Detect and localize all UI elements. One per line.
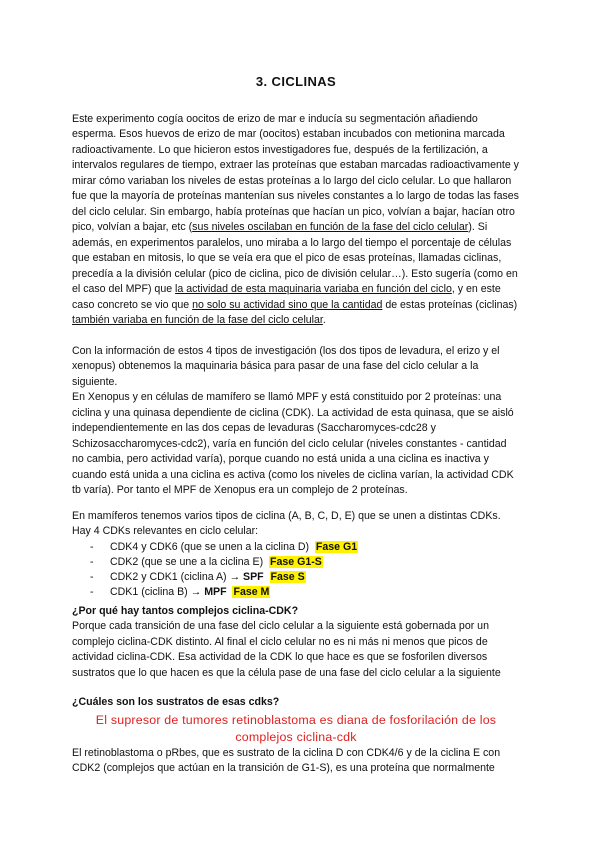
- p1-underline-phase: también variaba en función de la fase del ciclo celular: [72, 314, 323, 326]
- cdk-text: CDK1 (ciclina B): [110, 585, 188, 598]
- section-heading-substrates: ¿Cuáles son los sustratos de esas cdks?: [72, 696, 280, 708]
- list-item: [90, 585, 520, 600]
- section-heading-why-complexes: ¿Por qué hay tantos complejos ciclina-CDK?: [72, 604, 299, 617]
- paragraph-transitions: Porque cada transición de una fase del ciclo celular a la siguiente está gobernada por un complejo ciclina-CDK distinto. Al final el ciclo celular no es ni más ni menos que picos de actividad ciclina-CDK. Esa actividad de la CDK lo que hace es que se fosforilen diversos sustratos que lo que hacen es que la célula pase de una fase del ciclo celular a la siguiente: [72, 620, 501, 679]
- cdk-text: CDK4 y CDK6 (que se unen a la ciclina D): [110, 540, 310, 553]
- p1-text-2: ). Si además, en experimentos paralelos, uno miraba a lo largo del tiempo el porcentaje de células que estaban en mitosis, lo que se veía era que el pico de esas proteínas, llamadas ciclinas, precedía a la división celular (pico de ciclina, pico de división celular…). Esto sugería (como en el caso del MPF) que: [72, 221, 518, 295]
- p1-text-4: de estas proteínas (ciclinas): [382, 298, 518, 311]
- page-title: 3. CICLINAS: [255, 74, 337, 89]
- arrow-glyph: →: [187, 585, 205, 598]
- p1-underline-activity: la actividad de esta maquinaria variaba en función del ciclo: [175, 283, 452, 295]
- p1-underline-quantity: no solo su actividad sino que la cantidad: [192, 298, 383, 311]
- cdk-text: CDK2 (que se une a la ciclina E): [110, 555, 264, 568]
- spacer: [72, 329, 520, 344]
- paragraph-sea-urchin-experiment: [72, 112, 520, 329]
- spacer: [72, 681, 520, 691]
- p1-text-3: , y en este caso concreto se vio que: [72, 283, 501, 311]
- cdk-list: [72, 540, 520, 600]
- paragraph-mammal-cyclins: En mamíferos tenemos varios tipos de ciclina (A, B, C, D, E) que se unen a distintas CDKs. Hay 4 CDKs relevantes en ciclo celular:: [72, 509, 501, 537]
- red-subtitle-retinoblastoma: El supresor de tumores retinoblastoma es diana de fosforilación de los complejos ciclina-cdk: [95, 712, 497, 744]
- complex-name: SPF: [243, 570, 264, 583]
- phase-badge: Fase G1-S: [270, 555, 322, 568]
- list-item: [90, 555, 520, 570]
- p1-text-1: Este experimento cogía oocitos de erizo de mar e inducía su segmentación añadiendo esperma. Esos huevos de erizo de mar (oocitos) estaban incubados con metionina marcada radioactivamente. Lo que hicieron estos investigadores fue, después de la fertilización, a intervalos regulares de tiempo, extraer las proteínas que estaban marcadas radioactivamente y mirar cómo variaban los niveles de estas proteínas a lo largo del ciclo celular. Lo que hallaron fue que la mayoría de proteínas mantenían sus niveles constantes a lo largo de todas las fases del ciclo celular. Sin embargo, había proteínas que hacían un pico, volvían a bajar, hacían otro pico, volvían a bajar, etc (: [72, 112, 519, 233]
- arrow-glyph: →: [226, 570, 244, 583]
- paragraph-four-investigations: Con la información de estos 4 tipos de investigación (los dos tipos de levadura, el erizo y el xenopus) obtenemos la maquinaria básica para pasar de una fase del ciclo celular a la siguiente.: [72, 344, 500, 388]
- phase-badge: Fase S: [270, 570, 305, 583]
- p1-text-5: .: [322, 314, 326, 326]
- paragraph-mpf: En Xenopus y en células de mamífero se llamó MPF y está constituido por 2 proteínas: una ciclina y una quinasa dependiente de ciclina (CDK). La actividad de esta quinasa, que se aisló independientemente en las dos cepas de levaduras (Saccharomyces-cdc28 y Schizosaccharomyces-cdc2), varía en función del ciclo celular (niveles constantes - cantidad no cambia, pero actividad varía), porque cuando no está unida a una ciclina es inactiva y cuando está unida a una ciclina es activa (como los niveles de ciclina varían, la actividad CDK tb varía). Por tanto el MPF de Xenopus era un complejo de 2 proteínas.: [72, 391, 514, 496]
- phase-badge: Fase M: [233, 585, 270, 598]
- complex-name: MPF: [204, 585, 227, 598]
- cdk-text: CDK2 y CDK1 (ciclina A): [110, 570, 227, 583]
- p1-underline-oscillation: sus niveles oscilaban en función de la fase del ciclo celular: [192, 221, 469, 233]
- phase-badge: Fase G1: [315, 540, 358, 553]
- list-item: [90, 570, 520, 585]
- paragraph-retinoblastoma: El retinoblastoma o pRbes, que es sustrato de la ciclina D con CDK4/6 y de la ciclina E con CDK2 (complejos que actúan en la transición de G1-S), es una proteína que normalmente: [72, 746, 501, 774]
- spacer: [72, 499, 520, 509]
- list-item: [90, 540, 520, 555]
